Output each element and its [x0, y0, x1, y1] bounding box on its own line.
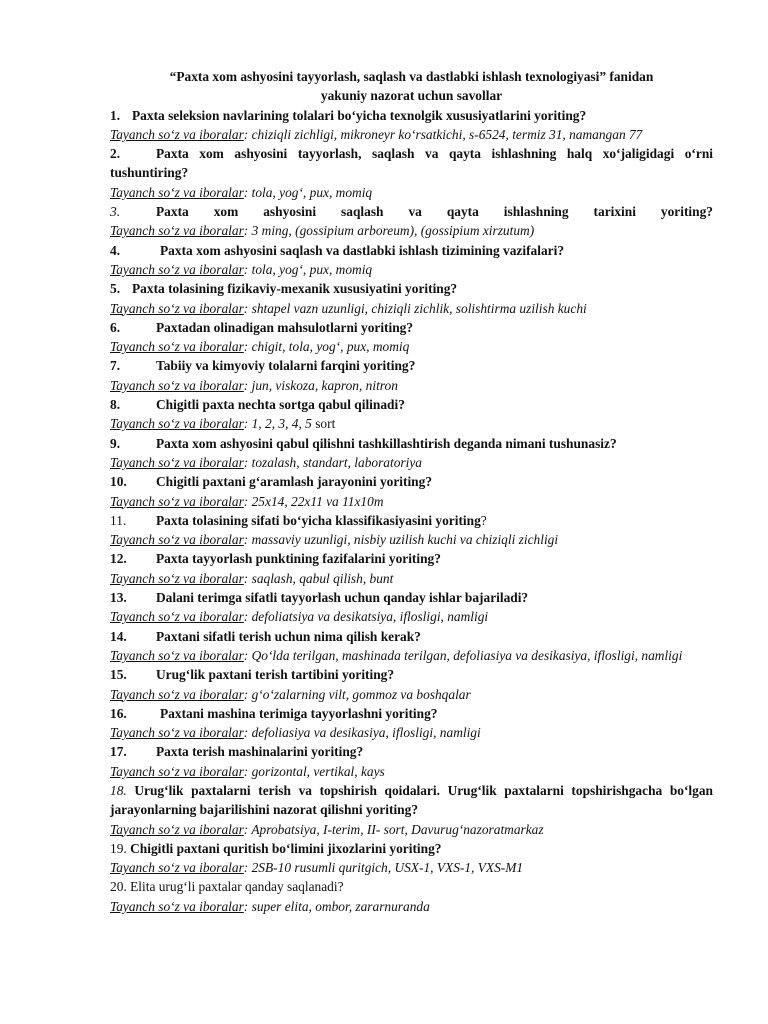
question-number: 7. [110, 358, 121, 374]
answer-text: saqlash, qabul qilish, bunt [251, 570, 394, 586]
answer-label: Tayanch so‘z va iboralar [110, 184, 244, 200]
question-text: Paxta terish mashinalarini yoriting? [156, 744, 364, 760]
question-18 [110, 781, 713, 820]
answer-text: Qo‘lda terilgan, mashinada terilgan, defoliasiya va desikasiya, iflosligi, namligi [251, 647, 683, 663]
answer-8: Tayanch so‘z va iboralar: 1, 2, 3, 4, 5 sort [110, 416, 336, 432]
question-number: 1. [110, 107, 121, 123]
answer-20: Tayanch so‘z va iboralar: super elita, ombor, zararnuranda [110, 898, 430, 914]
question-7 [110, 356, 713, 375]
question-number: 8. [110, 397, 121, 413]
question-20 [110, 877, 713, 896]
answer-text: defoliatsiya va desikatsiya, iflosligi, namligi [251, 609, 489, 625]
question-text: Paxta seleksion navlarining tolalari bo‘yicha texnolgik xususiyatlarini yoriting? [132, 107, 587, 123]
answer-label: Tayanch so‘z va iboralar [110, 609, 244, 625]
answer-17: Tayanch so‘z va iboralar: gorizontal, vertikal, kays [110, 763, 385, 779]
answer-tail: sort [311, 416, 336, 432]
question-text: Paxta tayyorlash punktining fazifalarini yoriting? [156, 551, 441, 567]
question-text: Paxta xom ashyosini saqlash va qayta ishlashning tarixini yoriting? [156, 204, 713, 220]
title-line-2: yakuniy nazorat uchun savollar [320, 88, 503, 104]
question-number: 4. [110, 242, 121, 258]
answer-10: Tayanch so‘z va iboralar: 25x14, 22x11 va 11x10m [110, 493, 384, 509]
question-6 [110, 318, 713, 337]
question-number: 9. [110, 435, 121, 451]
question-3 [110, 202, 713, 221]
question-text: Paxta xom ashyosini saqlash va dastlabki ishlash tizimining vazifalari? [160, 242, 565, 258]
question-number: 15. [110, 667, 127, 683]
question-text: Paxtani sifatli terish uchun nima qilish kerak? [156, 628, 421, 644]
answer-label: Tayanch so‘z va iboralar [110, 454, 244, 470]
answer-label: Tayanch so‘z va iboralar [110, 821, 244, 837]
question-text: Paxtani mashina terimiga tayyorlashni yoriting? [160, 705, 438, 721]
answer-11: Tayanch so‘z va iboralar: massaviy uzunligi, nisbiy uzilish kuchi va chiziqli zichligi [110, 532, 559, 548]
answer-text: g‘o‘zalarning vilt, gommoz va boshqalar [251, 686, 471, 702]
question-text: Tabiiy va kimyoviy tolalarni farqini yoriting? [156, 358, 416, 374]
answer-label: Tayanch so‘z va iboralar [110, 261, 244, 277]
answer-text: 25x14, 22x11 va 11x10m [251, 493, 384, 509]
answer-text: 3 ming, (gossipium arboreum), (gossipium xirzutum) [251, 223, 535, 239]
answer-label: Tayanch so‘z va iboralar [110, 126, 244, 142]
answer-18: Tayanch so‘z va iboralar: Aprobatsiya, I-terim, II- sort, Davurug‘nazoratmarkaz [110, 821, 544, 837]
question-number: 10. [110, 474, 127, 490]
answer-text: defoliasiya va desikasiya, iflosligi, namligi [251, 725, 481, 741]
question-number: 20. [110, 879, 127, 895]
question-text: Paxta xom ashyosini tayyorlash, saqlash va qayta ishlashning halq xo‘jaligidagi o‘rni tushuntiring? [110, 146, 713, 181]
answer-label: Tayanch so‘z va iboralar [110, 898, 244, 914]
question-text: Chigitli paxtani g‘aramlash jarayonini yoriting? [156, 474, 433, 490]
answer-label: Tayanch so‘z va iboralar [110, 377, 244, 393]
answer-label: Tayanch so‘z va iboralar [110, 570, 244, 586]
answer-7: Tayanch so‘z va iboralar: jun, viskoza, kapron, nitron [110, 377, 398, 393]
answer-3: Tayanch so‘z va iboralar: 3 ming, (gossipium arboreum), (gossipium xirzutum) [110, 223, 535, 239]
title-line-1: “Paxta xom ashyosini tayyorlash, saqlash va dastlabki ishlash texnologiyasi” fanidan [169, 69, 654, 84]
question-text: Paxta tolasining fizikaviy-mexanik xususiyatini yoriting? [132, 281, 458, 297]
question-number: 16. [110, 705, 127, 721]
answer-text: gorizontal, vertikal, kays [251, 763, 385, 779]
question-number: 17. [110, 744, 127, 760]
question-number: 6. [110, 319, 121, 335]
question-number: 2. [110, 146, 121, 162]
question-text: Dalani terimga sifatli tayyorlash uchun qanday ishlar bajariladi? [156, 590, 529, 606]
question-17 [110, 742, 713, 761]
question-number: 19. [110, 840, 127, 856]
answer-19: Tayanch so‘z va iboralar: 2SB-10 rusumli quritgich, USX-1, VXS-1, VXS-M1 [110, 860, 524, 876]
answer-label: Tayanch so‘z va iboralar [110, 416, 244, 432]
answer-text: super elita, ombor, zararnuranda [251, 898, 430, 914]
question-number: 13. [110, 590, 127, 606]
answer-text: 2SB-10 rusumli quritgich, USX-1, VXS-1, VXS-M1 [251, 860, 524, 876]
question-tail: ? [480, 512, 487, 528]
answer-6: Tayanch so‘z va iboralar: chigit, tola, yog‘, pux, momiq [110, 339, 410, 355]
question-14 [110, 627, 713, 646]
answer-12: Tayanch so‘z va iboralar: saqlash, qabul qilish, bunt [110, 570, 394, 586]
answer-text: massaviy uzunligi, nisbiy uzilish kuchi va chiziqli zichligi [251, 532, 559, 548]
question-number: 18. [110, 782, 127, 798]
answer-label: Tayanch so‘z va iboralar [110, 763, 244, 779]
answer-text: chigit, tola, yog‘, pux, momiq [251, 339, 410, 355]
question-9 [110, 434, 713, 453]
question-16 [110, 704, 713, 723]
answer-14: Tayanch so‘z va iboralar: Qo‘lda terilgan, mashinada terilgan, defoliasiya va desikasiya, iflosligi, namligi [110, 647, 683, 663]
answer-text: jun, viskoza, kapron, nitron [251, 377, 398, 393]
question-12 [110, 549, 713, 568]
question-number: 5. [110, 281, 121, 297]
question-text: Paxta tolasining sifati bo‘yicha klassifikasiyasini yoriting [156, 512, 481, 528]
question-15 [110, 665, 713, 684]
question-13 [110, 588, 713, 607]
answer-label: Tayanch so‘z va iboralar [110, 647, 244, 663]
question-10 [110, 472, 713, 491]
question-2 [110, 144, 713, 183]
question-11 [110, 511, 713, 530]
question-number: 12. [110, 551, 127, 567]
question-5 [110, 279, 713, 298]
answer-label: Tayanch so‘z va iboralar [110, 223, 244, 239]
question-text: Urug‘lik paxtani terish tartibini yoriting? [156, 667, 395, 683]
question-text: Paxta xom ashyosini qabul qilishni tashkillashtirish deganda nimani tushunasiz? [156, 435, 617, 451]
answer-text: tola, yog‘, pux, momiq [251, 261, 373, 277]
document-title [110, 67, 713, 106]
answer-label: Tayanch so‘z va iboralar [110, 532, 244, 548]
answer-label: Tayanch so‘z va iboralar [110, 300, 244, 316]
question-number: 3. [110, 204, 121, 220]
answer-text: tozalash, standart, laboratoriya [251, 454, 422, 470]
answer-4: Tayanch so‘z va iboralar: tola, yog‘, pux, momiq [110, 261, 373, 277]
answer-label: Tayanch so‘z va iboralar [110, 860, 244, 876]
question-4 [110, 241, 713, 260]
question-number: 14. [110, 628, 127, 644]
question-19 [110, 839, 713, 858]
answer-9: Tayanch so‘z va iboralar: tozalash, standart, laboratoriya [110, 454, 422, 470]
answer-text: chiziqli zichligi, mikroneyr ko‘rsatkichi, s-6524, termiz 31, namangan 77 [251, 126, 643, 142]
question-text: Urug‘lik paxtalarni terish va topshirish qoidalari. Urug‘lik paxtalarni topshirishgacha bo‘lgan jarayonlarning bajarilishini nazorat qilishni yoriting? [110, 782, 713, 818]
answer-13: Tayanch so‘z va iboralar: defoliatsiya va desikatsiya, iflosligi, namligi [110, 609, 489, 625]
question-8 [110, 395, 713, 414]
answer-15: Tayanch so‘z va iboralar: g‘o‘zalarning vilt, gommoz va boshqalar [110, 686, 471, 702]
answer-label: Tayanch so‘z va iboralar [110, 339, 244, 355]
answer-text: shtapel vazn uzunligi, chiziqli zichlik, solishtirma uzilish kuchi [251, 300, 587, 316]
question-text: Chigitli paxta nechta sortga qabul qilinadi? [156, 397, 405, 413]
question-text: Paxtadan olinadigan mahsulotlarni yoriting? [156, 319, 414, 335]
answer-label: Tayanch so‘z va iboralar [110, 725, 244, 741]
answer-5: Tayanch so‘z va iboralar: shtapel vazn uzunligi, chiziqli zichlik, solishtirma uzilish kuchi [110, 300, 587, 316]
question-number: 11. [110, 512, 127, 528]
answer-text: 1, 2, 3, 4, 5 [251, 416, 312, 432]
answer-label: Tayanch so‘z va iboralar [110, 686, 244, 702]
question-1 [110, 106, 713, 125]
question-text: Elita urug‘li paxtalar qanday saqlanadi? [130, 879, 344, 895]
answer-text: tola, yog‘, pux, momiq [251, 184, 373, 200]
answer-label: Tayanch so‘z va iboralar [110, 493, 244, 509]
answer-1: Tayanch so‘z va iboralar: chiziqli zichligi, mikroneyr ko‘rsatkichi, s-6524, termiz 31, namangan 77 [110, 126, 643, 142]
answer-2: Tayanch so‘z va iboralar: tola, yog‘, pux, momiq [110, 184, 373, 200]
question-text: Chigitli paxtani quritish bo‘limini jixozlarini yoriting? [130, 840, 442, 856]
answer-16: Tayanch so‘z va iboralar: defoliasiya va desikasiya, iflosligi, namligi [110, 725, 481, 741]
answer-text: Aprobatsiya, I-terim, II- sort, Davurug‘nazoratmarkaz [251, 821, 544, 837]
